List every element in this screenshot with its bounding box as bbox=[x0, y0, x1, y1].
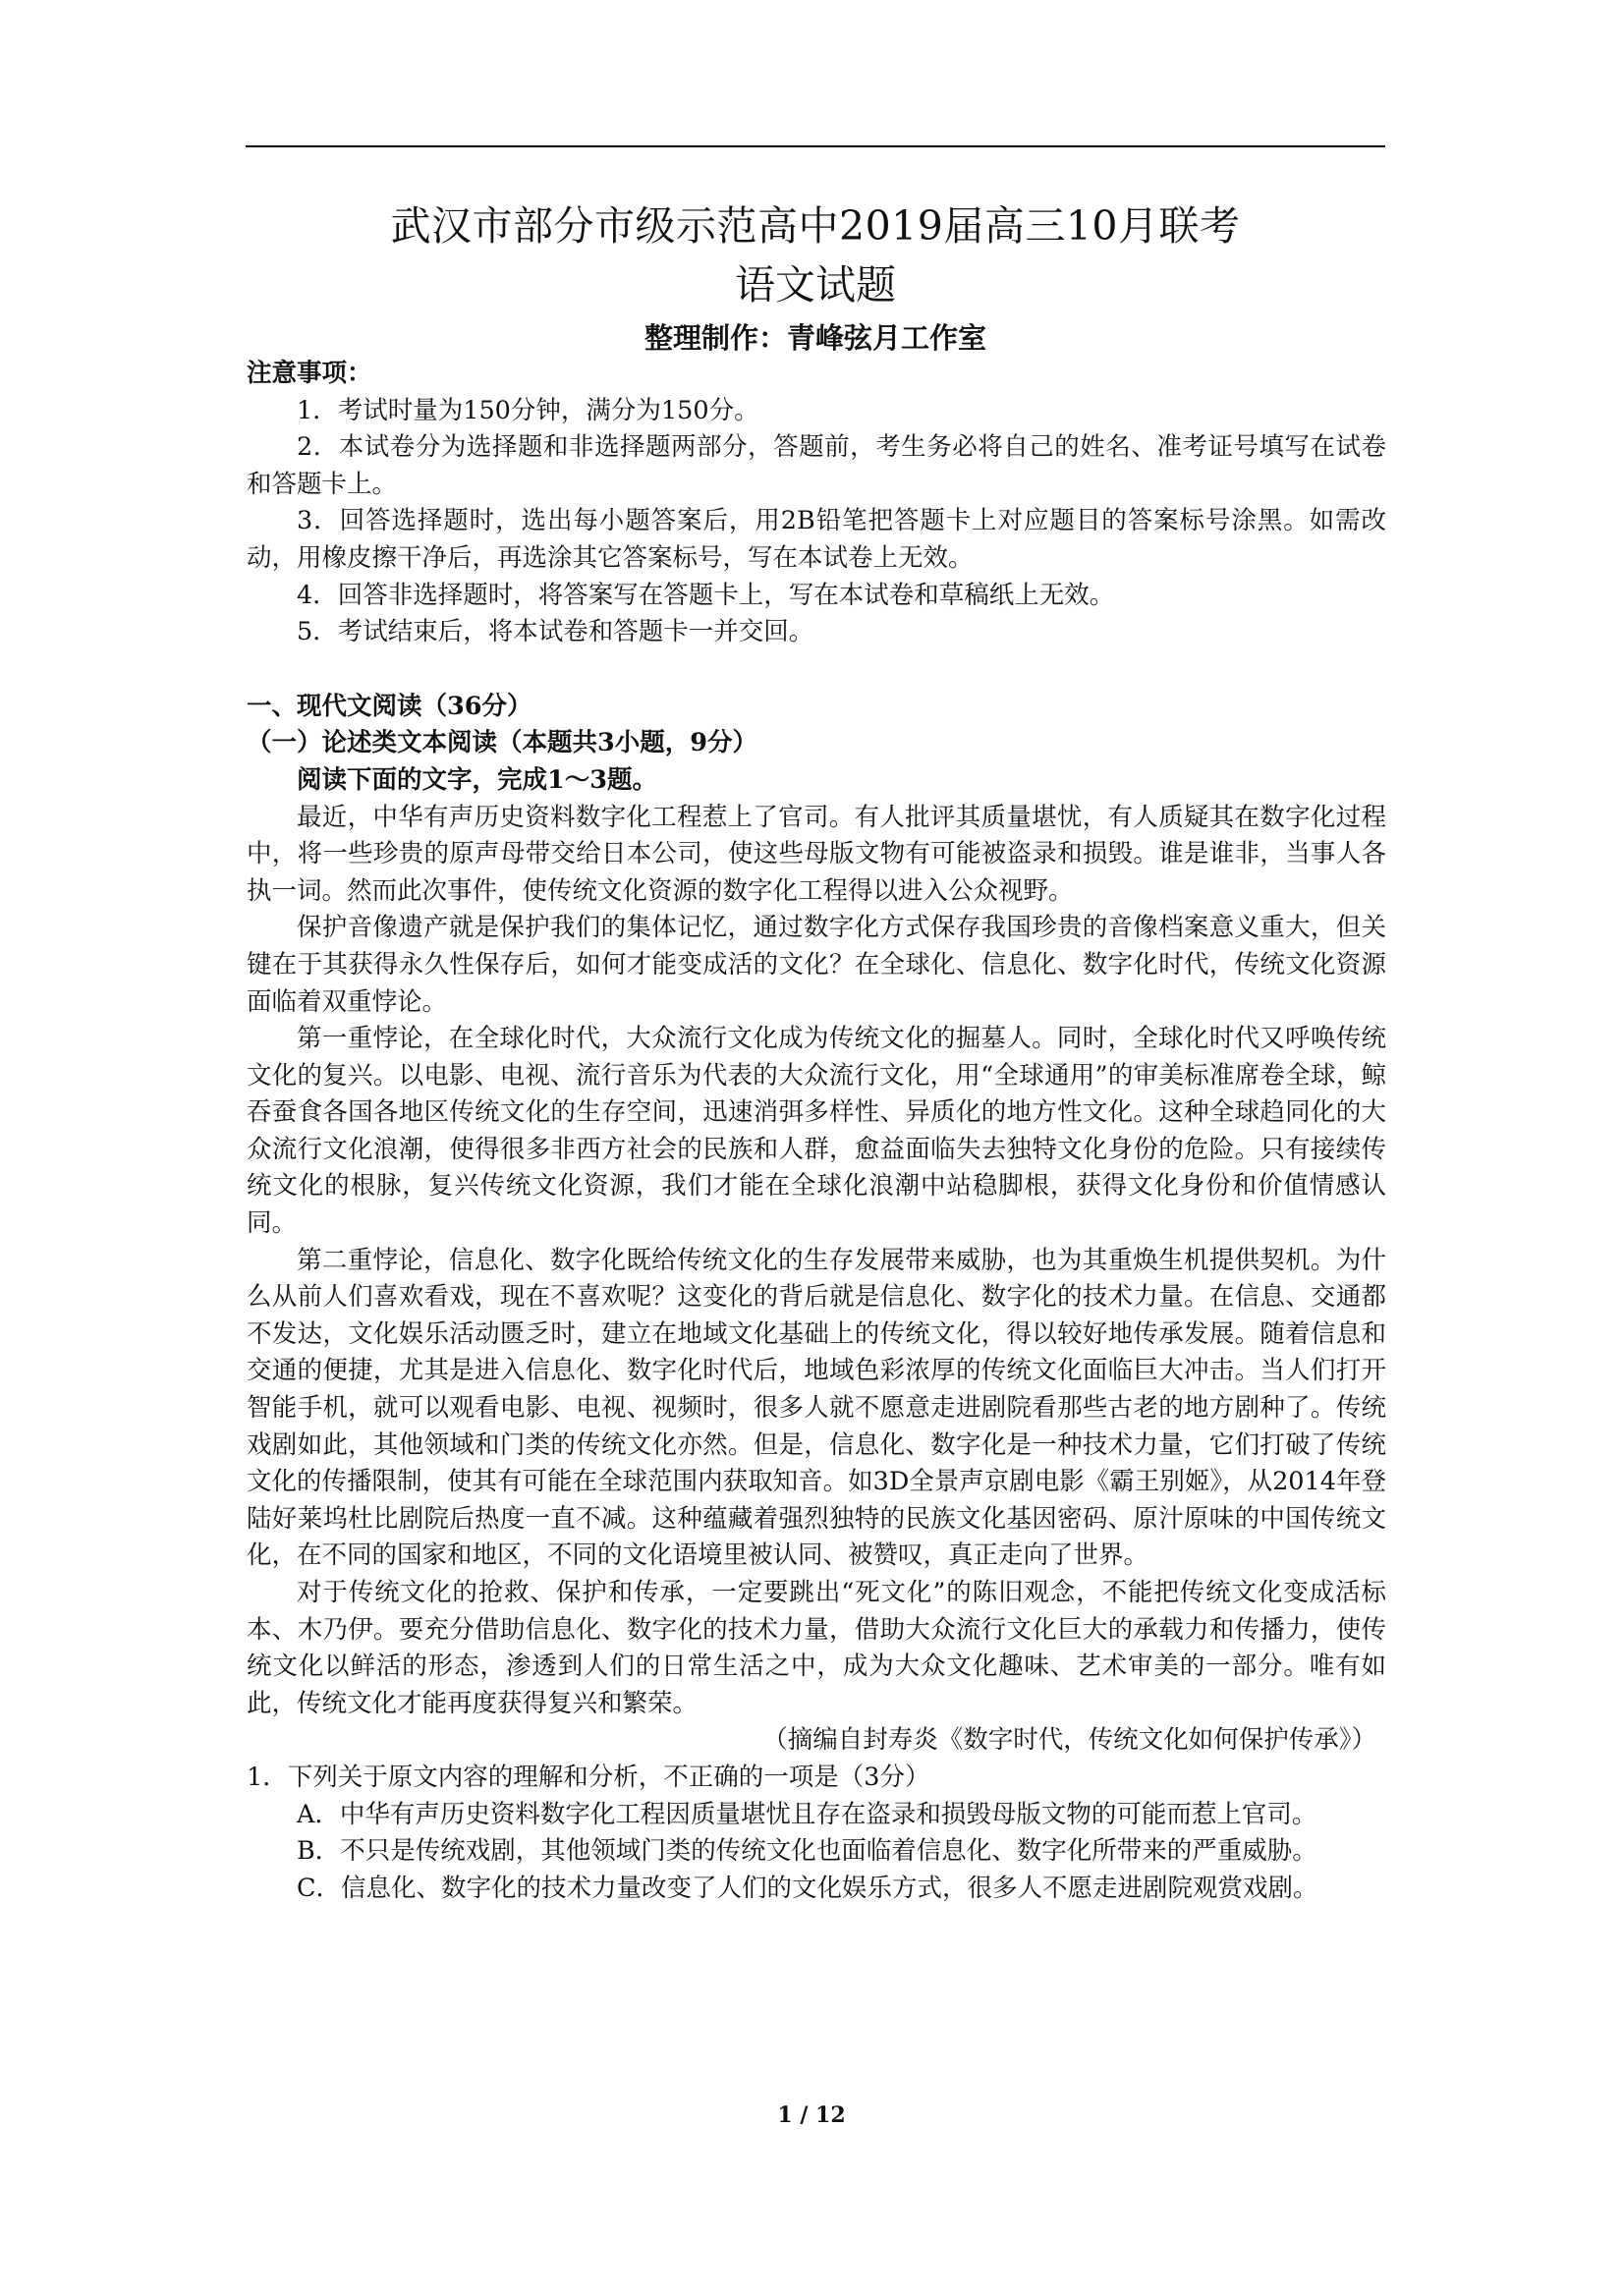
spacer bbox=[247, 651, 1386, 689]
header-rule bbox=[246, 145, 1385, 147]
note-item: 5．考试结束后，将本试卷和答题卡一并交回。 bbox=[297, 617, 814, 647]
passage-paragraph: 第一重悖论，在全球化时代，大众流行文化成为传统文化的掘墓人。同时，全球化时代又呼唤传统文化的复兴。以电影、电视、流行音乐为代表的大众流行文化，用“全球通用”的审美标准席卷全球，鲸吞蚕食各国各地区传统文化的生存空间，迅速消弭多样性、异质化的地方性文化。这种全球趋同化的大众流行文化浪潮，使得很多非西方社会的民族和人群，愈益面临失去独特文化身份的危险。只有接续传统文化的根脉，复兴传统文化资源，我们才能在全球化浪潮中站稳脚根，获得文化身份和价值情感认同。 bbox=[247, 1024, 1386, 1239]
question-option: A．中华有声历史资料数字化工程因质量堪忧且存在盗录和损毁母版文物的可能而惹上官司。 bbox=[297, 1799, 1317, 1829]
passage-paragraph: 保护音像遗产就是保护我们的集体记忆，通过数字化方式保存我国珍贵的音像档案意义重大，但关键在于其获得永久性保存后，如何才能变成活的文化？在全球化、信息化、数字化时代，传统文化资源面临着双重悖论。 bbox=[247, 913, 1386, 1017]
section-heading: 一、现代文阅读（36分） bbox=[247, 691, 532, 721]
exam-title: 武汉市部分市级示范高中2019届高三10月联考 bbox=[390, 202, 1241, 250]
question-option: B．不只是传统戏剧，其他领域门类的传统文化也面临着信息化、数字化所带来的严重威胁。 bbox=[297, 1836, 1317, 1867]
question-stem: 1．下列关于原文内容的理解和分析，不正确的一项是（3分） bbox=[247, 1762, 930, 1792]
question-option: C．信息化、数字化的技术力量改变了人们的文化娱乐方式，很多人不愿走进剧院观赏戏剧。 bbox=[297, 1873, 1318, 1903]
subsection-heading: （一）论述类文本阅读（本题共3小题，9分） bbox=[247, 728, 757, 758]
note-item: 2．本试卷分为选择题和非选择题两部分，答题前，考生务必将自己的姓名、准考证号填写在试卷和答题卡上。 bbox=[247, 432, 1386, 499]
note-item: 1．考试时量为150分钟，满分为150分。 bbox=[297, 395, 759, 425]
passage-paragraph: 对于传统文化的抢救、保护和传承，一定要跳出“死文化”的陈旧观念，不能把传统文化变成活标本、木乃伊。要充分借助信息化、数字化的技术力量，借助大众流行文化巨大的承载力和传播力，使传统文化以鲜活的形态，渗透到人们的日常生活之中，成为大众文化趣味、艺术审美的一部分。唯有如此，传统文化才能再度获得复兴和繁荣。 bbox=[247, 1578, 1386, 1718]
note-item: 4．回答非选择题时，将答案写在答题卡上，写在本试卷和草稿纸上无效。 bbox=[297, 580, 1115, 610]
exam-subtitle: 语文试题 bbox=[735, 261, 896, 308]
reading-instruction: 阅读下面的文字，完成1～3题。 bbox=[297, 764, 657, 795]
notes-heading: 注意事项： bbox=[247, 359, 372, 388]
note-item: 3．回答选择题时，选出每小题答案后，用2B铅笔把答题卡上对应题目的答案标号涂黑。如需改动，用橡皮擦干净后，再选涂其它答案标号，写在本试卷上无效。 bbox=[247, 506, 1386, 573]
passage-paragraph: 第二重悖论，信息化、数字化既给传统文化的生存发展带来威胁，也为其重焕生机提供契机。为什么从前人们喜欢看戏，现在不喜欢呢？这变化的背后就是信息化、数字化的技术力量。在信息、交通都不发达，文化娱乐活动匮乏时，建立在地域文化基础上的传统文化，得以较好地传承发展。随着信息和交通的便捷，尤其是进入信息化、数字化时代后，地域色彩浓厚的传统文化面临巨大冲击。当人们打开智能手机，就可以观看电影、电视、视频时，很多人就不愿意走进剧院看那些古老的地方剧种了。传统戏剧如此，其他领域和门类的传统文化亦然。但是，信息化、数字化是一种技术力量，它们打破了传统文化的传播限制，使其有可能在全球范围内获取知音。如3D全景声京剧电影《霸王别姬》，从2014年登陆好莱坞杜比剧院后热度一直不减。这种蕴藏着强烈独特的民族文化基因密码、原汁原味的中国传统文化，在不同的国家和地区，不同的文化语境里被认同、被赞叹，真正走向了世界。 bbox=[247, 1245, 1386, 1571]
passage-source: （摘编自封寿炎《数字时代，传统文化如何保护传承》） bbox=[762, 1725, 1376, 1756]
maker-credit: 整理制作：青峰弦月工作室 bbox=[644, 321, 986, 355]
exam-body bbox=[247, 356, 1386, 1907]
page-number: 1 / 12 bbox=[777, 2102, 846, 2128]
passage-paragraph: 最近，中华有声历史资料数字化工程惹上了官司。有人批评其质量堪忧，有人质疑其在数字化过程中，将一些珍贵的原声母带交给日本公司，使这些母版文物有可能被盗录和损毁。谁是谁非，当事人各执一词。然而此次事件，使传统文化资源的数字化工程得以进入公众视野。 bbox=[247, 802, 1386, 906]
